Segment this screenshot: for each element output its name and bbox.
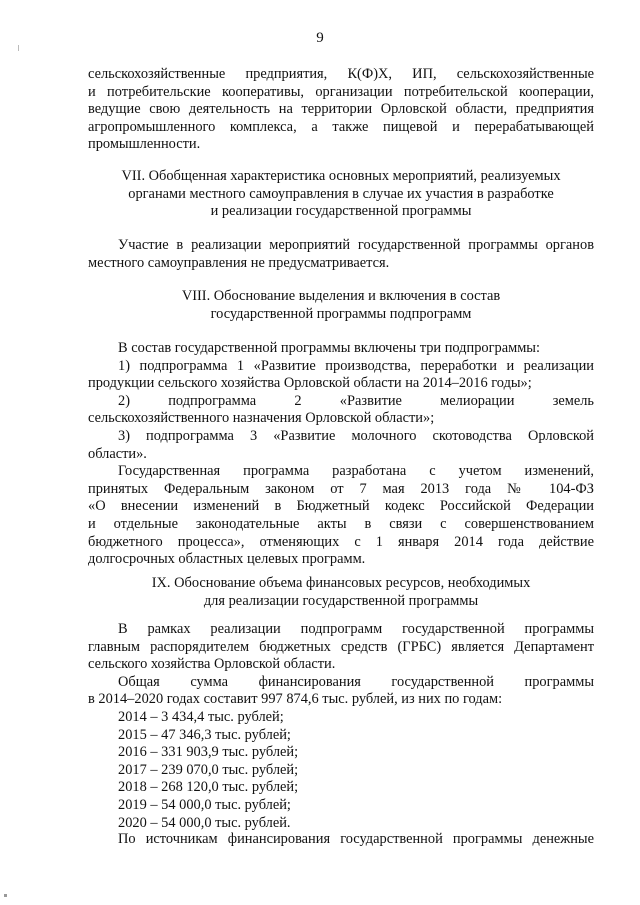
scan-mark [4, 894, 7, 897]
list-item: 2015 – 47 346,3 тыс. рублей; [118, 726, 291, 743]
text-line: агропромышленного комплекса, а также пищевой и перерабатывающей [88, 118, 594, 135]
text-line: местного самоуправления не предусматривается. [88, 254, 390, 271]
paragraph-sources [88, 831, 594, 849]
paragraph-participants [88, 66, 594, 154]
text-line: ведущие свою деятельность на территории Орловской области, предприятия [88, 101, 594, 118]
list-item: 2018 – 268 120,0 тыс. рублей; [118, 779, 299, 796]
text-line: продукции сельского хозяйства Орловской области на 2014–2016 годы»; [88, 375, 532, 392]
text-line: Участие в реализации мероприятий государственной программы органов [118, 237, 594, 253]
heading-line: государственной программы подпрограмм [210, 305, 472, 322]
section-heading-viii [80, 288, 602, 323]
list-item: 2014 – 3 434,4 тыс. рублей; [118, 709, 284, 725]
text-line: главным распорядителем бюджетных средств (ГРБС) является Департамент [88, 638, 594, 655]
section-heading-vii [80, 168, 602, 221]
paragraph-local-government [88, 237, 594, 272]
text-line: в 2014–2020 годах составит 997 874,6 тыс. рублей, из них по годам: [88, 691, 503, 708]
text-line: «О внесении изменений в Бюджетный кодекс Российской Федерации [88, 498, 594, 515]
heading-line: VII. Обобщенная характеристика основных мероприятий, реализуемых [121, 168, 561, 184]
heading-line: органами местного самоуправления в случае их участия в разработке [128, 185, 554, 202]
list-item: 2019 – 54 000,0 тыс. рублей; [118, 796, 291, 813]
list-item: 2017 – 239 070,0 тыс. рублей; [118, 761, 299, 778]
text-line: В состав государственной программы включены три подпрограммы: [118, 340, 540, 356]
text-line: 1) подпрограмма 1 «Развитие производства, переработки и реализации [118, 357, 594, 374]
text-line: области». [88, 445, 147, 462]
text-line: 3) подпрограмма 3 «Развитие молочного скотоводства Орловской [118, 427, 594, 444]
paragraph-financing [88, 621, 594, 709]
text-line: промышленности. [88, 136, 201, 153]
text-line: долгосрочных областных целевых программ. [88, 551, 366, 568]
heading-line: IX. Обоснование объема финансовых ресурсов, необходимых [151, 575, 531, 591]
list-item: 2016 – 331 903,9 тыс. рублей; [118, 744, 299, 761]
heading-line: для реализации государственной программы [203, 592, 479, 609]
text-line: бюджетного процесса», отменяющих с 1 января 2014 года действие [88, 533, 594, 550]
text-line: принятых Федеральным законом от 7 мая 2013 года № 104-ФЗ [88, 480, 594, 497]
yearly-financing-list [118, 709, 298, 832]
text-line: В рамках реализации подпрограмм государственной программы [118, 621, 594, 637]
list-item: 2020 – 54 000,0 тыс. рублей. [118, 814, 291, 831]
heading-line: VIII. Обоснование выделения и включения в состав [181, 288, 501, 304]
text-line: сельскохозяйственные предприятия, К(Ф)Х, ИП, сельскохозяйственные [88, 66, 594, 82]
text-line: 2) подпрограмма 2 «Развитие мелиорации земель [118, 392, 594, 409]
text-line: Общая сумма финансирования государственной программы [118, 673, 594, 690]
section-heading-ix [80, 575, 602, 610]
page-number: 9 [316, 30, 324, 46]
text-line: Государственная программа разработана с учетом изменений, [118, 463, 594, 480]
text-line: сельскохозяйственного назначения Орловской области»; [88, 410, 435, 427]
text-line: и потребительские кооперативы, организации потребительской кооперации, [88, 83, 594, 100]
heading-line: и реализации государственной программы [210, 203, 472, 220]
text-line: и отдельные законодательные акты в связи с совершенствованием [88, 515, 594, 532]
text-line: По источникам финансирования государственной программы денежные [118, 831, 594, 847]
text-line: сельского хозяйства Орловской области. [88, 656, 336, 673]
paragraph-subprograms [88, 340, 594, 569]
